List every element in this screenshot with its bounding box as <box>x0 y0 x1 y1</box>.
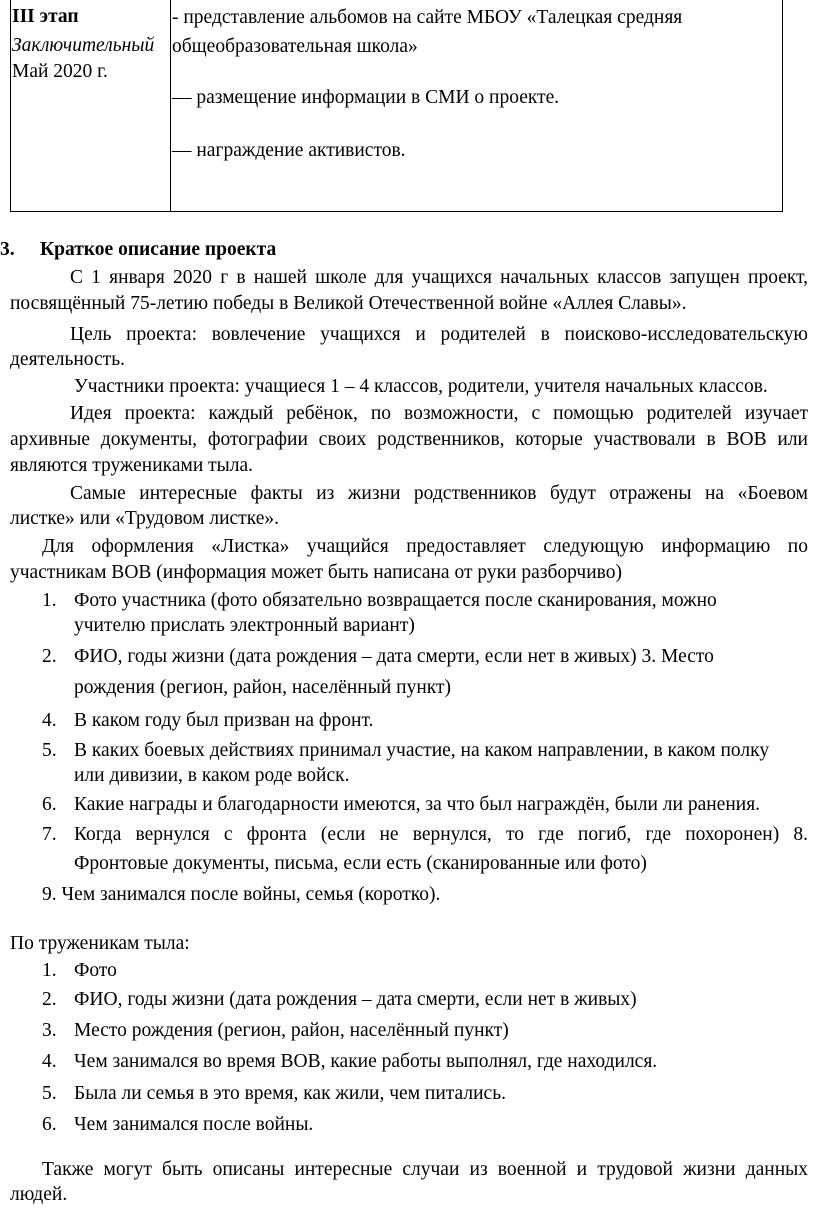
list-item-line1: В каком году был призван на фронт. <box>74 710 374 731</box>
list-item-number: 4. <box>42 710 57 731</box>
table-border-right <box>782 0 783 212</box>
para6-line2: участникам ВОВ (информация может быть написана от руки разборчиво) <box>10 562 622 583</box>
list-item-number: 1. <box>42 590 57 611</box>
para4-line1: Идея проекта: каждый ребёнок, по возможности, с помощью родителей изучает <box>70 403 808 424</box>
list-item-line1: В каких боевых действиях принимал участие, на каком направлении, в каком полку <box>74 740 770 761</box>
list-item: Место рождения (регион, район, населённый пункт) <box>74 1020 509 1041</box>
list-item-line1: ФИО, годы жизни (дата рождения – дата смерти, если нет в живых) 3. Место <box>74 646 714 667</box>
table-line-4: — награждение активистов. <box>172 140 406 161</box>
para2-line1: Цель проекта: вовлечение учащихся и родителей в поисково-исследовательскую <box>70 324 808 345</box>
list-item-line2: учителю прислать электронный вариант) <box>74 615 415 636</box>
list-item-number: 5. <box>42 740 57 761</box>
list-item-line2: или дивизии, в каком роде войск. <box>74 765 350 786</box>
table-border-left <box>10 0 11 212</box>
list-item: Была ли семья в это время, как жили, чем питались. <box>74 1083 506 1104</box>
para4-line3: являются тружениками тыла. <box>10 455 254 476</box>
para3: Участники проекта: учащиеся 1 – 4 классов, родители, учителя начальных классов. <box>74 376 768 397</box>
section-number: 3. <box>0 239 15 260</box>
list-item-number: 7. <box>42 824 57 845</box>
list-item-number: 6. <box>42 794 57 815</box>
para6-line1: Для оформления «Листка» учащийся предоставляет следующую информацию по <box>42 536 808 557</box>
list-item-line2: Фронтовые документы, письма, если есть (сканированные или фото) <box>74 853 647 874</box>
stage-title: III этап <box>12 6 79 27</box>
table-border-bottom <box>10 211 783 212</box>
table-line-2: общеобразовательная школа» <box>172 36 418 57</box>
list-item: Фото <box>74 960 117 981</box>
para5-line2: листке» или «Трудовом листке». <box>10 508 279 529</box>
para1-line2: посвящённый 75-летию победы в Великой Отечественной войне «Аллея Славы». <box>10 293 687 314</box>
table-border-mid <box>170 0 171 212</box>
list-item: Чем занимался во время ВОВ, какие работы выполнял, где находился. <box>74 1051 658 1072</box>
table-line-3: — размещение информации в СМИ о проекте. <box>172 87 560 108</box>
closing-line2: людей. <box>10 1184 68 1205</box>
para1-line1: С 1 января 2020 г в нашей школе для учащихся начальных классов запущен проект, <box>70 267 808 288</box>
para4-line2: архивные документы, фотографии своих родственников, которые участвовали в ВОВ или <box>10 429 808 450</box>
list-item: ФИО, годы жизни (дата рождения – дата смерти, если нет в живых) <box>74 989 637 1010</box>
list-item-number: 2. <box>42 646 57 667</box>
list-item-line1: Когда вернулся с фронта (если не вернулся, то где погиб, где похоронен) 8. <box>74 824 808 845</box>
list-item-9: 9. Чем занимался после войны, семья (коротко). <box>42 884 441 905</box>
list-item-number: 4. <box>42 1051 57 1072</box>
list-item-number: 5. <box>42 1083 57 1104</box>
para5-line1: Самые интересные факты из жизни родственников будут отражены на «Боевом <box>70 483 808 504</box>
list-item-line1: Какие награды и благодарности имеются, за что был награждён, были ли ранения. <box>74 794 761 815</box>
list-item-number: 1. <box>42 960 57 981</box>
list-item-number: 3. <box>42 1020 57 1041</box>
list-item-line2: рождения (регион, район, населённый пункт) <box>74 677 451 698</box>
section-heading: Краткое описание проекта <box>40 239 277 260</box>
home-front-heading: По труженикам тыла: <box>10 933 190 954</box>
para2-line2: деятельность. <box>10 349 125 370</box>
stage-date: Май 2020 г. <box>12 61 108 82</box>
stage-name: Заключительный <box>12 35 155 56</box>
list-item-number: 6. <box>42 1114 57 1135</box>
closing-line1: Также могут быть описаны интересные случаи из военной и трудовой жизни данных <box>42 1159 808 1180</box>
list-item-line1: Фото участника (фото обязательно возвращается после сканирования, можно <box>74 590 717 611</box>
list-item-number: 2. <box>42 989 57 1010</box>
table-line-1: - представление альбомов на сайте МБОУ «Талецкая средняя <box>172 7 683 28</box>
list-item: Чем занимался после войны. <box>74 1114 314 1135</box>
